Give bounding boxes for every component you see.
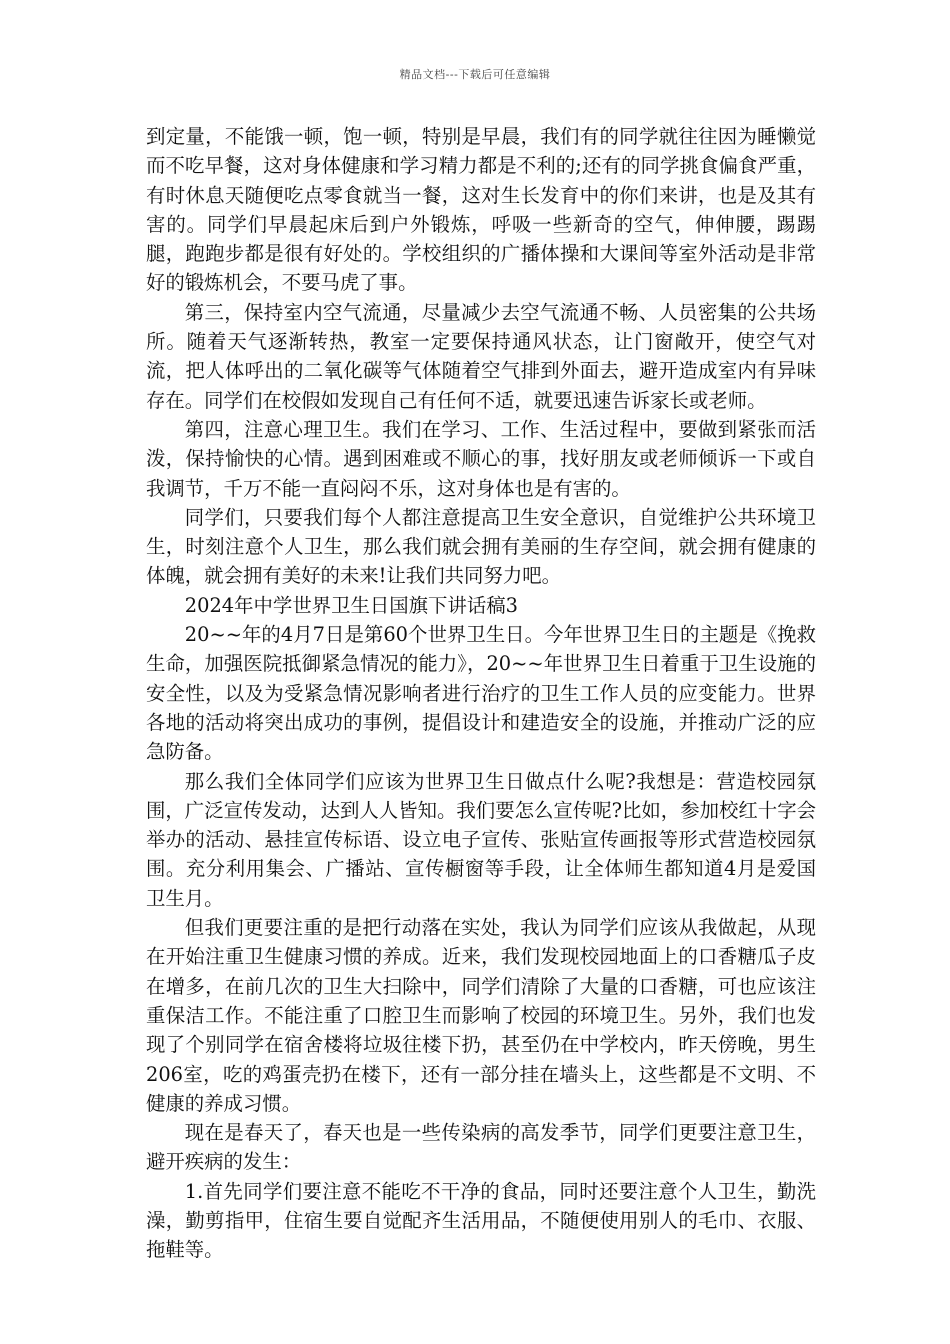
paragraph: 但我们更要注重的是把行动落在实处，我认为同学们应该从我做起，从现在开始注重卫生健康习惯的养成。近来，我们发现校园地面上的口香糖瓜子皮在增多，在前几次的卫生大扫除中，同学们清除了大量的口香糖，可也应该注重保洁工作。不能注重了口腔卫生而影响了校园的环境卫生。另外，我们也发现了个别同学在宿舍楼将垃圾往楼下扔，甚至仍在中学校内，昨天傍晚，男生206室，吃的鸡蛋壳扔在楼下，还有一部分挂在墙头上，这些都是不文明、不健康的养成习惯。	[146, 916, 816, 1115]
paragraph: 第四，注意心理卫生。我们在学习、工作、生活过程中，要做到紧张而活泼，保持愉快的心情。遇到困难或不顺心的事，找好朋友或老师倾诉一下或自我调节，千万不能一直闷闷不乐，这对身体也是有害的。	[146, 417, 816, 500]
document-body	[146, 122, 816, 1265]
paragraph: 同学们，只要我们每个人都注意提高卫生安全意识，自觉维护公共环境卫生，时刻注意个人卫生，那么我们就会拥有美丽的生存空间，就会拥有健康的体魄，就会拥有美好的未来!让我们共同努力吧。	[146, 505, 816, 588]
section-title: 2024年中学世界卫生日国旗下讲话稿3	[184, 593, 518, 617]
paragraph: 到定量，不能饿一顿，饱一顿，特别是早晨，我们有的同学就往往因为睡懒觉而不吃早餐，这对身体健康和学习精力都是不利的;还有的同学挑食偏食严重，有时休息天随便吃点零食就当一餐，这对生长发育中的你们来讲，也是及其有害的。同学们早晨起床后到户外锻炼，呼吸一些新奇的空气，伸伸腰，踢踢腿，跑跑步都是很有好处的。学校组织的广播体操和大课间等室外活动是非常好的锻炼机会，不要马虎了事。	[146, 125, 816, 295]
paragraph: 那么我们全体同学们应该为世界卫生日做点什么呢?我想是：营造校园氛围，广泛宣传发动，达到人人皆知。我们要怎么宣传呢?比如，参加校红十字会举办的活动、悬挂宣传标语、设立电子宣传、张贴宣传画报等形式营造校园氛围。充分利用集会、广播站、宣传橱窗等手段，让全体师生都知道4月是爱国卫生月。	[146, 769, 816, 910]
paragraph: 现在是春天了，春天也是一些传染病的高发季节，同学们更要注意卫生，避开疾病的发生：	[146, 1121, 816, 1174]
paragraph: 20~~年的4月7日是第60个世界卫生日。今年世界卫生日的主题是《挽救生命，加强医院抵御紧急情况的能力》，20~~年世界卫生日着重于卫生设施的安全性，以及为受紧急情况影响者进行治疗的卫生工作人员的应变能力。世界各地的活动将突出成功的事例，提倡设计和建造安全的设施，并推动广泛的应急防备。	[146, 623, 816, 764]
list-item: 1.首先同学们要注意不能吃不干净的食品，同时还要注意个人卫生，勤洗澡，勤剪指甲，住宿生要自觉配齐生活用品，不随便使用别人的毛巾、衣服、拖鞋等。	[146, 1179, 816, 1262]
page-header: 精品文档---下载后可任意编辑	[399, 68, 551, 81]
paragraph: 第三，保持室内空气流通，尽量减少去空气流通不畅、人员密集的公共场所。随着天气逐渐转热，教室一定要保持通风状态，让门窗敞开，使空气对流，把人体呼出的二氧化碳等气体随着空气排到外面去，避开造成室内有异味存在。同学们在校假如发现自己有任何不适，就要迅速告诉家长或老师。	[146, 300, 816, 412]
